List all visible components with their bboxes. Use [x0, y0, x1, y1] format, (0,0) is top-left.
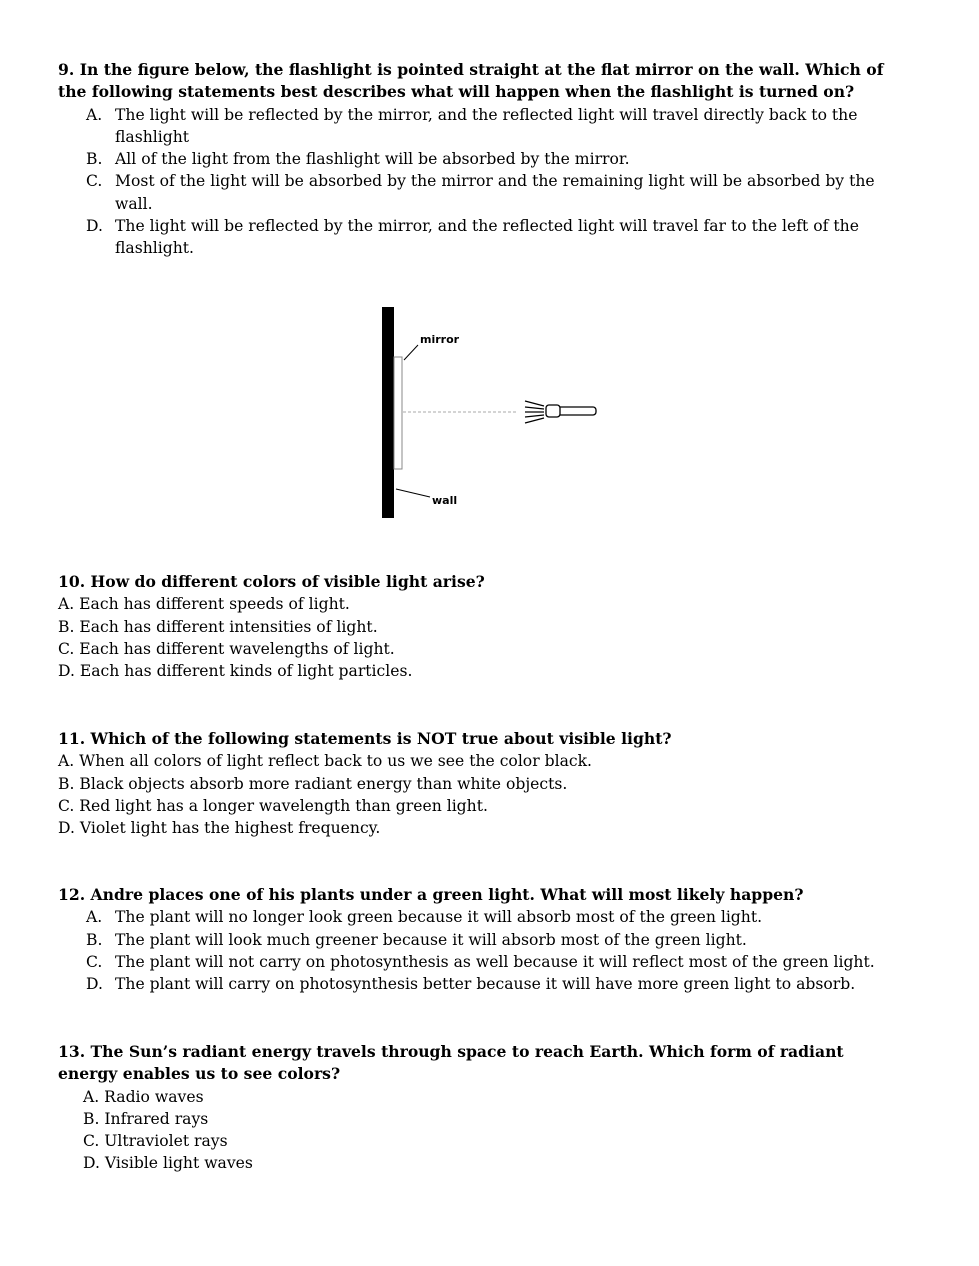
- option-text: Most of the light will be absorbed by the mirror and the remaining light will be absorbed by the wall.: [115, 172, 875, 213]
- option-d[interactable]: [58, 973, 908, 995]
- wall-arrow: [396, 489, 430, 497]
- option-label: A.: [86, 105, 103, 124]
- option-label: D.: [86, 217, 103, 236]
- wall: [382, 307, 394, 518]
- option-d[interactable]: D. Visible light waves: [83, 1154, 253, 1173]
- question-title: 10. How do different colors of visible light arise?: [58, 572, 485, 591]
- option-text: The plant will carry on photosynthesis better because it will have more green light to absorb.: [115, 975, 856, 994]
- question-title: 12. Andre places one of his plants under a green light. What will most likely happen?: [58, 885, 804, 904]
- mirror-flashlight-figure: [370, 300, 610, 525]
- option-b[interactable]: [58, 929, 908, 951]
- option-c[interactable]: [58, 951, 908, 973]
- question-12: [58, 884, 908, 995]
- option-label: C.: [86, 172, 103, 191]
- option-text: The plant will not carry on photosynthesis as well because it will reflect most of the green light.: [115, 952, 875, 971]
- question-13: [58, 1041, 908, 1175]
- option-c[interactable]: [58, 170, 908, 215]
- option-text: The plant will no longer look green because it will absorb most of the green light.: [115, 908, 763, 927]
- option-d[interactable]: [58, 215, 908, 260]
- option-label: B.: [86, 150, 103, 169]
- option-d[interactable]: D. Each has different kinds of light particles.: [58, 662, 413, 681]
- option-label: D.: [86, 975, 103, 994]
- option-a[interactable]: [58, 104, 908, 149]
- flashlight-icon: [525, 401, 596, 423]
- option-c[interactable]: C. Red light has a longer wavelength than green light.: [58, 796, 488, 815]
- option-b[interactable]: B. Each has different intensities of light.: [58, 617, 378, 636]
- option-b[interactable]: [58, 148, 908, 170]
- question-11: [58, 728, 908, 839]
- wall-label: wall: [432, 494, 458, 507]
- mirror-label: mirror: [420, 333, 460, 346]
- option-b[interactable]: B. Infrared rays: [83, 1109, 209, 1128]
- option-label: C.: [86, 952, 103, 971]
- mirror-arrow: [404, 345, 418, 360]
- option-text: The light will be reflected by the mirror, and the reflected light will travel far to the left of the flashlight.: [115, 217, 859, 258]
- mirror: [394, 357, 402, 469]
- question-9: [58, 59, 908, 260]
- option-c[interactable]: C. Ultraviolet rays: [83, 1132, 228, 1151]
- option-b[interactable]: B. Black objects absorb more radiant energy than white objects.: [58, 774, 568, 793]
- question-10: [58, 571, 908, 682]
- question-title: 9. In the figure below, the flashlight is pointed straight at the flat mirror on the wall. Which of the following statements best describes what will happen when the flashlight is turned on?: [58, 60, 884, 102]
- option-text: The plant will look much greener because it will absorb most of the green light.: [115, 930, 747, 949]
- option-label: B.: [86, 930, 103, 949]
- option-text: The light will be reflected by the mirror, and the reflected light will travel directly back to the flashlight: [115, 105, 858, 146]
- option-label: A.: [86, 908, 103, 927]
- option-text: All of the light from the flashlight will be absorbed by the mirror.: [115, 150, 630, 169]
- option-a[interactable]: A. Radio waves: [83, 1087, 204, 1106]
- option-a[interactable]: A. Each has different speeds of light.: [58, 595, 350, 614]
- option-d[interactable]: D. Violet light has the highest frequency.: [58, 819, 381, 838]
- option-c[interactable]: C. Each has different wavelengths of light.: [58, 639, 395, 658]
- option-a[interactable]: A. When all colors of light reflect back to us we see the color black.: [58, 752, 593, 771]
- question-title: 11. Which of the following statements is NOT true about visible light?: [58, 729, 672, 748]
- option-a[interactable]: [58, 906, 908, 928]
- question-title: 13. The Sun’s radiant energy travels through space to reach Earth. Which form of radiant energy enables us to see colors?: [58, 1042, 844, 1084]
